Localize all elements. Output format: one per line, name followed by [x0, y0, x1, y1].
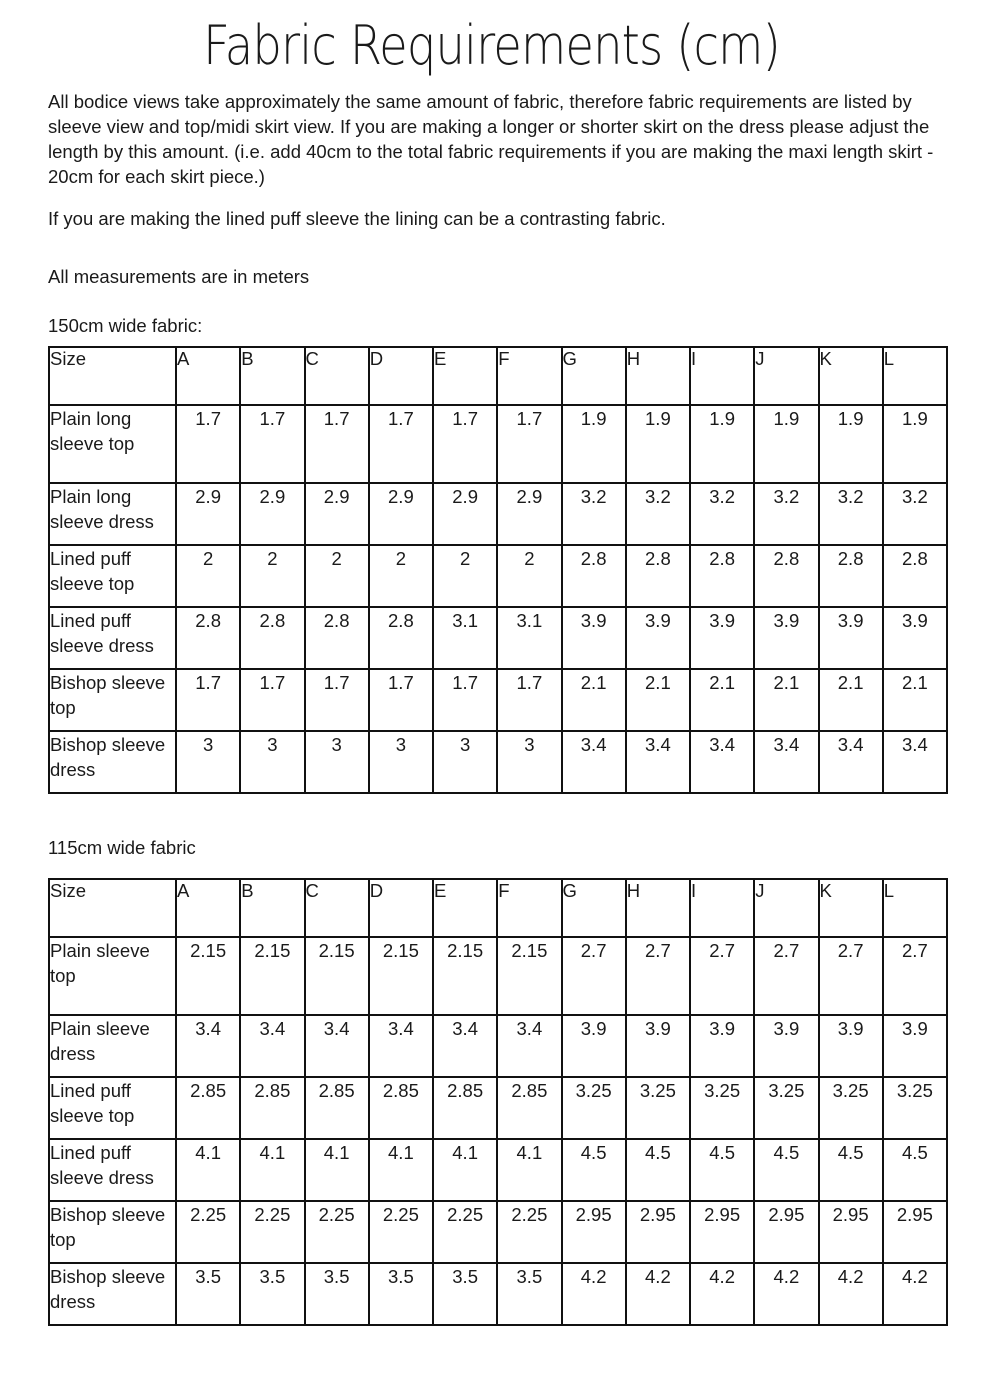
- value-cell: 1.7: [369, 405, 433, 483]
- table-row: [49, 405, 947, 483]
- value-cell: 1.9: [754, 405, 818, 483]
- row-label: Lined puff sleeve dress: [49, 607, 176, 669]
- value-cell: 3.5: [497, 1263, 561, 1325]
- value-cell: 1.9: [626, 405, 690, 483]
- value-cell: 2.1: [690, 669, 754, 731]
- value-cell: 4.5: [626, 1139, 690, 1201]
- value-cell: 3.4: [754, 731, 818, 793]
- row-label: Lined puff sleeve dress: [49, 1139, 176, 1201]
- value-cell: 2.25: [433, 1201, 497, 1263]
- value-cell: 3.4: [690, 731, 754, 793]
- value-cell: 3.9: [562, 607, 626, 669]
- value-cell: 2: [240, 545, 304, 607]
- value-cell: 2.8: [240, 607, 304, 669]
- value-cell: 2.85: [497, 1077, 561, 1139]
- value-cell: 4.1: [369, 1139, 433, 1201]
- value-cell: 2.7: [819, 937, 883, 1015]
- value-cell: 3.5: [433, 1263, 497, 1325]
- table-header-row: [49, 347, 947, 405]
- value-cell: 2.8: [690, 545, 754, 607]
- value-cell: 3.5: [240, 1263, 304, 1325]
- row-label: Plain sleeve top: [49, 937, 176, 1015]
- value-cell: 2.25: [497, 1201, 561, 1263]
- value-cell: 3.25: [754, 1077, 818, 1139]
- value-cell: 2.15: [433, 937, 497, 1015]
- size-header-cell: F: [497, 347, 561, 405]
- table-caption-115cm: 115cm wide fabric: [48, 837, 196, 858]
- size-header-cell: K: [819, 879, 883, 937]
- table-row: [49, 1015, 947, 1077]
- value-cell: 2.7: [690, 937, 754, 1015]
- value-cell: 1.7: [176, 669, 240, 731]
- value-cell: 2.8: [305, 607, 369, 669]
- value-cell: 2: [497, 545, 561, 607]
- table-row: [49, 1139, 947, 1201]
- size-header-cell: B: [240, 347, 304, 405]
- value-cell: 3.4: [883, 731, 947, 793]
- table-row: [49, 1201, 947, 1263]
- value-cell: 3.4: [562, 731, 626, 793]
- value-cell: 3.4: [305, 1015, 369, 1077]
- value-cell: 2.8: [626, 545, 690, 607]
- value-cell: 3.25: [562, 1077, 626, 1139]
- value-cell: 2.95: [626, 1201, 690, 1263]
- value-cell: 4.2: [819, 1263, 883, 1325]
- value-cell: 1.9: [690, 405, 754, 483]
- value-cell: 2.7: [626, 937, 690, 1015]
- size-header-cell: I: [690, 879, 754, 937]
- value-cell: 4.5: [690, 1139, 754, 1201]
- value-cell: 4.1: [497, 1139, 561, 1201]
- value-cell: 2.1: [562, 669, 626, 731]
- value-cell: 3: [176, 731, 240, 793]
- table-row: [49, 731, 947, 793]
- value-cell: 4.1: [240, 1139, 304, 1201]
- value-cell: 2.1: [754, 669, 818, 731]
- value-cell: 2.8: [562, 545, 626, 607]
- value-cell: 2.95: [562, 1201, 626, 1263]
- value-cell: 2: [305, 545, 369, 607]
- value-cell: 3: [305, 731, 369, 793]
- size-header-cell: A: [176, 879, 240, 937]
- value-cell: 2.9: [433, 483, 497, 545]
- size-header-cell: J: [754, 879, 818, 937]
- value-cell: 2.95: [754, 1201, 818, 1263]
- value-cell: 4.2: [626, 1263, 690, 1325]
- value-cell: 1.7: [240, 669, 304, 731]
- value-cell: 2.25: [369, 1201, 433, 1263]
- value-cell: 3.2: [754, 483, 818, 545]
- value-cell: 2.8: [176, 607, 240, 669]
- value-cell: 2.9: [305, 483, 369, 545]
- value-cell: 2.15: [176, 937, 240, 1015]
- value-cell: 1.7: [497, 669, 561, 731]
- size-header-cell: E: [433, 347, 497, 405]
- table-row: [49, 483, 947, 545]
- value-cell: 1.9: [883, 405, 947, 483]
- value-cell: 2.7: [754, 937, 818, 1015]
- value-cell: 2.7: [562, 937, 626, 1015]
- value-cell: 1.7: [497, 405, 561, 483]
- value-cell: 2.25: [176, 1201, 240, 1263]
- size-header-cell: L: [883, 879, 947, 937]
- size-header-cell: K: [819, 347, 883, 405]
- value-cell: 3.9: [754, 607, 818, 669]
- value-cell: 3.4: [819, 731, 883, 793]
- value-cell: 3.25: [819, 1077, 883, 1139]
- size-column-header: Size: [49, 879, 176, 937]
- value-cell: 2: [433, 545, 497, 607]
- value-cell: 4.5: [562, 1139, 626, 1201]
- size-header-cell: D: [369, 879, 433, 937]
- size-header-cell: E: [433, 879, 497, 937]
- value-cell: 2.8: [883, 545, 947, 607]
- value-cell: 3.9: [562, 1015, 626, 1077]
- value-cell: 2.15: [369, 937, 433, 1015]
- value-cell: 3.5: [176, 1263, 240, 1325]
- size-header-cell: B: [240, 879, 304, 937]
- value-cell: 4.2: [690, 1263, 754, 1325]
- size-header-cell: L: [883, 347, 947, 405]
- value-cell: 2.95: [690, 1201, 754, 1263]
- value-cell: 1.9: [819, 405, 883, 483]
- size-header-cell: J: [754, 347, 818, 405]
- size-header-cell: G: [562, 347, 626, 405]
- value-cell: 3.9: [754, 1015, 818, 1077]
- value-cell: 3.4: [497, 1015, 561, 1077]
- value-cell: 3: [240, 731, 304, 793]
- value-cell: 2.9: [176, 483, 240, 545]
- value-cell: 4.5: [883, 1139, 947, 1201]
- value-cell: 2.25: [305, 1201, 369, 1263]
- value-cell: 3.4: [240, 1015, 304, 1077]
- size-column-header: Size: [49, 347, 176, 405]
- value-cell: 4.5: [754, 1139, 818, 1201]
- value-cell: 4.2: [883, 1263, 947, 1325]
- value-cell: 3.2: [690, 483, 754, 545]
- row-label: Plain long sleeve dress: [49, 483, 176, 545]
- value-cell: 3.2: [562, 483, 626, 545]
- value-cell: 3.2: [626, 483, 690, 545]
- value-cell: 4.1: [305, 1139, 369, 1201]
- row-label: Bishop sleeve top: [49, 1201, 176, 1263]
- value-cell: 4.2: [562, 1263, 626, 1325]
- value-cell: 2.8: [819, 545, 883, 607]
- table-row: [49, 1077, 947, 1139]
- value-cell: 2.15: [305, 937, 369, 1015]
- value-cell: 3.9: [819, 1015, 883, 1077]
- size-header-cell: A: [176, 347, 240, 405]
- row-label: Plain sleeve dress: [49, 1015, 176, 1077]
- value-cell: 2.9: [240, 483, 304, 545]
- value-cell: 2.8: [369, 607, 433, 669]
- row-label: Lined puff sleeve top: [49, 1077, 176, 1139]
- value-cell: 3.9: [690, 1015, 754, 1077]
- value-cell: 3.25: [690, 1077, 754, 1139]
- size-header-cell: D: [369, 347, 433, 405]
- value-cell: 1.7: [305, 405, 369, 483]
- size-header-cell: H: [626, 879, 690, 937]
- value-cell: 2.25: [240, 1201, 304, 1263]
- row-label: Lined puff sleeve top: [49, 545, 176, 607]
- value-cell: 2.85: [305, 1077, 369, 1139]
- table-row: [49, 1263, 947, 1325]
- value-cell: 3: [497, 731, 561, 793]
- value-cell: 2: [369, 545, 433, 607]
- value-cell: 4.1: [176, 1139, 240, 1201]
- value-cell: 3.4: [626, 731, 690, 793]
- value-cell: 3: [433, 731, 497, 793]
- value-cell: 2: [176, 545, 240, 607]
- value-cell: 3.9: [883, 1015, 947, 1077]
- value-cell: 1.7: [369, 669, 433, 731]
- value-cell: 2.85: [433, 1077, 497, 1139]
- row-label: Bishop sleeve dress: [49, 1263, 176, 1325]
- value-cell: 3: [369, 731, 433, 793]
- value-cell: 2.8: [754, 545, 818, 607]
- fabric-table-115cm: [48, 878, 948, 1326]
- size-header-cell: G: [562, 879, 626, 937]
- units-note: All measurements are in meters: [48, 266, 310, 287]
- value-cell: 3.9: [626, 1015, 690, 1077]
- value-cell: 2.85: [240, 1077, 304, 1139]
- value-cell: 2.95: [819, 1201, 883, 1263]
- value-cell: 4.1: [433, 1139, 497, 1201]
- value-cell: 1.7: [433, 405, 497, 483]
- value-cell: 3.5: [305, 1263, 369, 1325]
- value-cell: 2.85: [369, 1077, 433, 1139]
- value-cell: 3.1: [497, 607, 561, 669]
- value-cell: 1.7: [305, 669, 369, 731]
- size-header-cell: I: [690, 347, 754, 405]
- value-cell: 1.7: [433, 669, 497, 731]
- intro-paragraph: All bodice views take approximately the same amount of fabric, therefore fabric requirements are listed by sleeve view and top/midi skirt view. If you are making a longer or shorter skirt on the dress please adjust the length by this amount. (i.e. add 40cm to the total fabric requirements if you are making the maxi length skirt - 20cm for each skirt piece.): [48, 91, 934, 187]
- fabric-table-150cm: [48, 346, 948, 794]
- value-cell: 3.9: [626, 607, 690, 669]
- value-cell: 2.1: [819, 669, 883, 731]
- page-title: Fabric Requirements (cm): [203, 14, 780, 77]
- value-cell: 3.2: [883, 483, 947, 545]
- table-row: [49, 545, 947, 607]
- value-cell: 2.1: [626, 669, 690, 731]
- value-cell: 2.1: [883, 669, 947, 731]
- lining-note: If you are making the lined puff sleeve the lining can be a contrasting fabric.: [48, 208, 666, 229]
- size-header-cell: F: [497, 879, 561, 937]
- size-header-cell: H: [626, 347, 690, 405]
- value-cell: 2.95: [883, 1201, 947, 1263]
- value-cell: 3.2: [819, 483, 883, 545]
- value-cell: 3.25: [883, 1077, 947, 1139]
- value-cell: 4.5: [819, 1139, 883, 1201]
- value-cell: 2.85: [176, 1077, 240, 1139]
- value-cell: 3.9: [819, 607, 883, 669]
- value-cell: 3.4: [433, 1015, 497, 1077]
- value-cell: 2.15: [497, 937, 561, 1015]
- value-cell: 3.4: [369, 1015, 433, 1077]
- table-row: [49, 607, 947, 669]
- value-cell: 2.9: [497, 483, 561, 545]
- value-cell: 3.9: [690, 607, 754, 669]
- value-cell: 1.7: [176, 405, 240, 483]
- value-cell: 3.4: [176, 1015, 240, 1077]
- value-cell: 1.7: [240, 405, 304, 483]
- table-header-row: [49, 879, 947, 937]
- value-cell: 3.25: [626, 1077, 690, 1139]
- value-cell: 4.2: [754, 1263, 818, 1325]
- row-label: Bishop sleeve dress: [49, 731, 176, 793]
- value-cell: 3.5: [369, 1263, 433, 1325]
- row-label: Bishop sleeve top: [49, 669, 176, 731]
- value-cell: 1.9: [562, 405, 626, 483]
- table-row: [49, 937, 947, 1015]
- value-cell: 3.1: [433, 607, 497, 669]
- size-header-cell: C: [305, 879, 369, 937]
- size-header-cell: C: [305, 347, 369, 405]
- value-cell: 2.9: [369, 483, 433, 545]
- value-cell: 2.15: [240, 937, 304, 1015]
- value-cell: 2.7: [883, 937, 947, 1015]
- value-cell: 3.9: [883, 607, 947, 669]
- row-label: Plain long sleeve top: [49, 405, 176, 483]
- table-row: [49, 669, 947, 731]
- table-caption-150cm: 150cm wide fabric:: [48, 315, 203, 336]
